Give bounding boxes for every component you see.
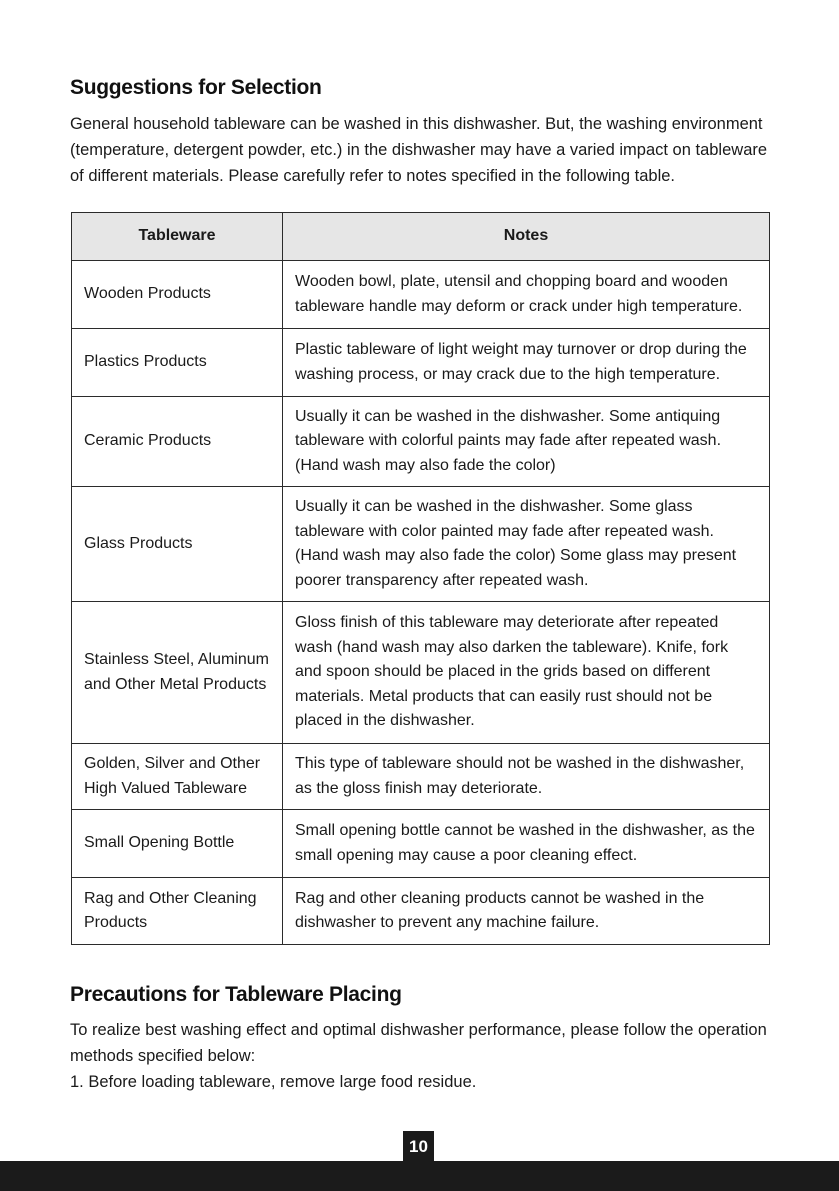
notes-cell: Usually it can be washed in the dishwasher. Some antiquing tableware with colorful paints may fade after repeated wash. (Hand wash may also fade the color) bbox=[283, 397, 770, 487]
notes-cell: Rag and other cleaning products cannot be washed in the dishwasher to prevent any machine failure. bbox=[283, 878, 770, 945]
notes-cell: This type of tableware should not be washed in the dishwasher, as the gloss finish may deteriorate. bbox=[283, 744, 770, 810]
tableware-cell: Wooden Products bbox=[72, 261, 283, 329]
section-title-selection: Suggestions for Selection bbox=[70, 76, 322, 99]
tableware-cell: Glass Products bbox=[72, 487, 283, 602]
table-header-row bbox=[72, 213, 770, 261]
selection-intro-paragraph: General household tableware can be washed in this dishwasher. But, the washing environment (temperature, detergent powder, etc.) in the dishwasher may have a varied impact on tableware of different materials. Please carefully refer to notes specified in the following table. bbox=[70, 115, 768, 185]
precautions-body bbox=[70, 1017, 775, 1095]
header-tableware: Tableware bbox=[72, 213, 283, 261]
precautions-intro: To realize best washing effect and optimal dishwasher performance, please follow the operation methods specified below: bbox=[70, 1021, 767, 1065]
notes-cell: Usually it can be washed in the dishwasher. Some glass tableware with color painted may fade after repeated wash. (Hand wash may also fade the color) Some glass may present poorer transparency after repeated wash. bbox=[283, 487, 770, 602]
notes-cell: Plastic tableware of light weight may turnover or drop during the washing process, or may crack due to the high temperature. bbox=[283, 329, 770, 397]
precaution-step: 1. Before loading tableware, remove large food residue. bbox=[70, 1073, 477, 1091]
notes-cell: Wooden bowl, plate, utensil and chopping board and wooden tableware handle may deform or crack under high temperature. bbox=[283, 261, 770, 329]
table-row bbox=[72, 329, 770, 397]
notes-cell: Small opening bottle cannot be washed in the dishwasher, as the small opening may cause a poor cleaning effect. bbox=[283, 810, 770, 878]
footer-bar bbox=[0, 1161, 839, 1191]
tableware-cell: Rag and Other Cleaning Products bbox=[72, 878, 283, 945]
table-row bbox=[72, 487, 770, 602]
table-row bbox=[72, 878, 770, 945]
tableware-notes-table bbox=[71, 212, 770, 945]
tableware-cell: Plastics Products bbox=[72, 329, 283, 397]
notes-cell: Gloss finish of this tableware may deteriorate after repeated wash (hand wash may also darken the tableware). Knife, fork and spoon should be placed in the grids based on different materials. Metal products that can easily rust should not be placed in the dishwasher. bbox=[283, 602, 770, 744]
page-number: 10 bbox=[403, 1131, 434, 1163]
tableware-cell: Ceramic Products bbox=[72, 397, 283, 487]
header-notes: Notes bbox=[283, 213, 770, 261]
table-row bbox=[72, 602, 770, 744]
table-row bbox=[72, 261, 770, 329]
tableware-cell: Golden, Silver and Other High Valued Tableware bbox=[72, 744, 283, 810]
tableware-cell: Small Opening Bottle bbox=[72, 810, 283, 878]
tableware-cell: Stainless Steel, Aluminum and Other Metal Products bbox=[72, 602, 283, 744]
table-row bbox=[72, 397, 770, 487]
table-row bbox=[72, 744, 770, 810]
section-title-precautions: Precautions for Tableware Placing bbox=[70, 983, 402, 1006]
table-row bbox=[72, 810, 770, 878]
